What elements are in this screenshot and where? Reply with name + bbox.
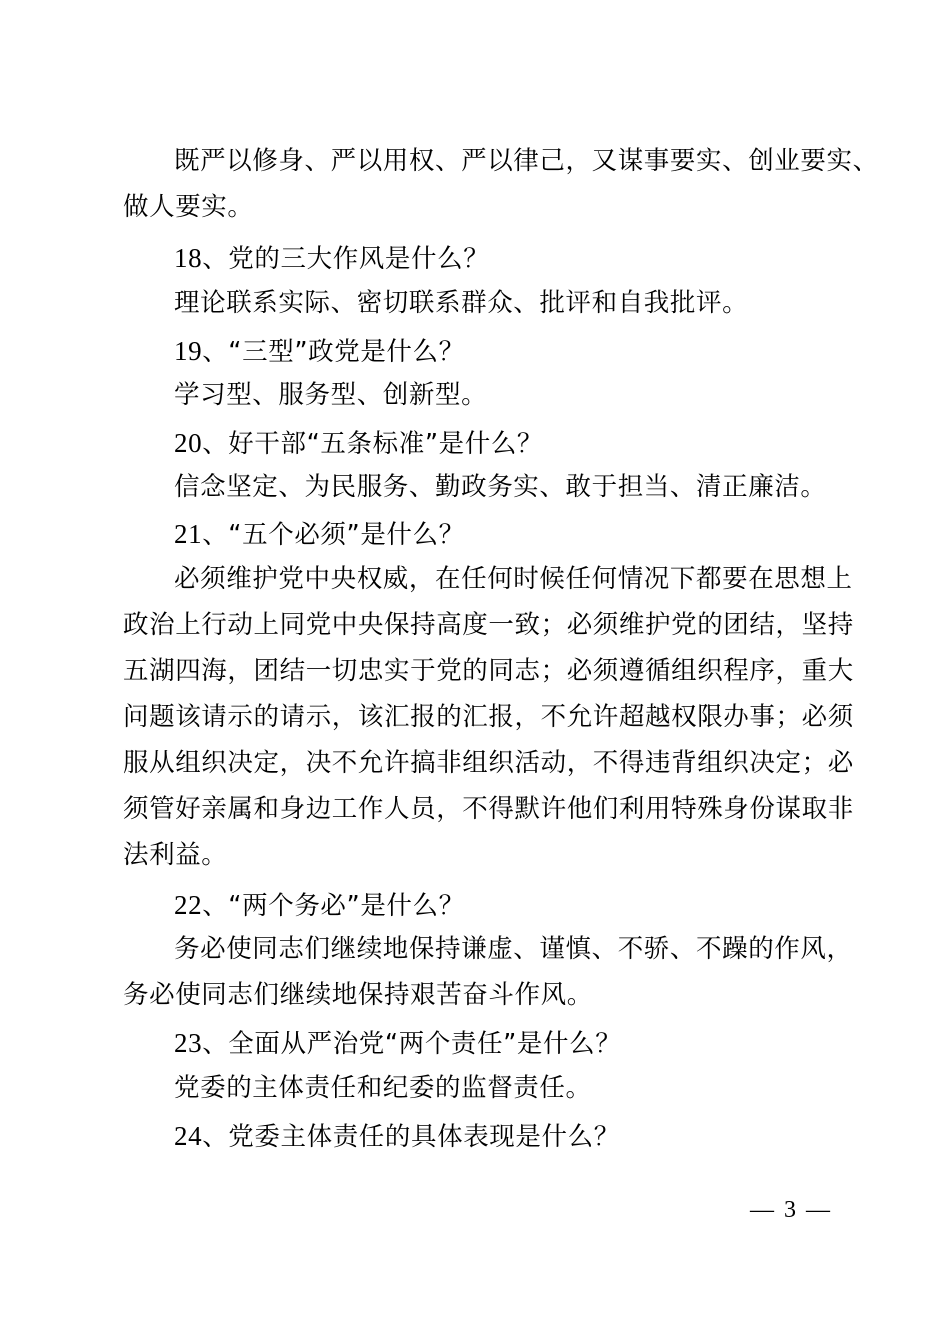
answer-21-line: 必须维护党中央权威，在任何时候任何情况下都要在思想上	[174, 564, 853, 594]
answer-22-line: 务必使同志们继续地保持艰苦奋斗作风。	[123, 980, 593, 1010]
question-20: 20、好干部“五条标准”是什么？	[174, 428, 544, 459]
answer-23: 党委的主体责任和纪委的监督责任。	[174, 1073, 592, 1103]
answer-21-line: 法利益。	[123, 840, 228, 870]
answer-19: 学习型、服务型、创新型。	[174, 380, 488, 410]
page-number: — 3 —	[750, 1197, 832, 1223]
paragraph-line: 做人要实。	[123, 192, 254, 222]
paragraph-line: 既严以修身、严以用权、严以律己，又谋事要实、创业要实、	[174, 146, 879, 176]
question-19: 19、“三型”政党是什么？	[174, 336, 465, 367]
question-21: 21、“五个必须”是什么？	[174, 519, 465, 550]
answer-22-line: 务必使同志们继续地保持谦虚、谨慎、不骄、不躁的作风，	[174, 934, 853, 964]
answer-20: 信念坚定、为民服务、勤政务实、敢于担当、清正廉洁。	[174, 472, 827, 502]
question-23: 23、全面从严治党“两个责任”是什么？	[174, 1028, 622, 1059]
answer-21-line: 问题该请示的请示，该汇报的汇报，不允许超越权限办事；必须	[123, 702, 854, 732]
answer-21-line: 五湖四海，团结一切忠实于党的同志；必须遵循组织程序，重大	[123, 656, 854, 686]
answer-18: 理论联系实际、密切联系群众、批评和自我批评。	[174, 288, 749, 318]
answer-21-line: 政治上行动上同党中央保持高度一致；必须维护党的团结，坚持	[123, 610, 854, 640]
question-24: 24、党委主体责任的具体表现是什么？	[174, 1121, 620, 1152]
answer-21-line: 须管好亲属和身边工作人员，不得默许他们利用特殊身份谋取非	[123, 794, 854, 824]
question-22: 22、“两个务必”是什么？	[174, 890, 465, 921]
question-18: 18、党的三大作风是什么？	[174, 243, 490, 274]
answer-21-line: 服从组织决定，决不允许搞非组织活动，不得违背组织决定；必	[123, 748, 854, 778]
